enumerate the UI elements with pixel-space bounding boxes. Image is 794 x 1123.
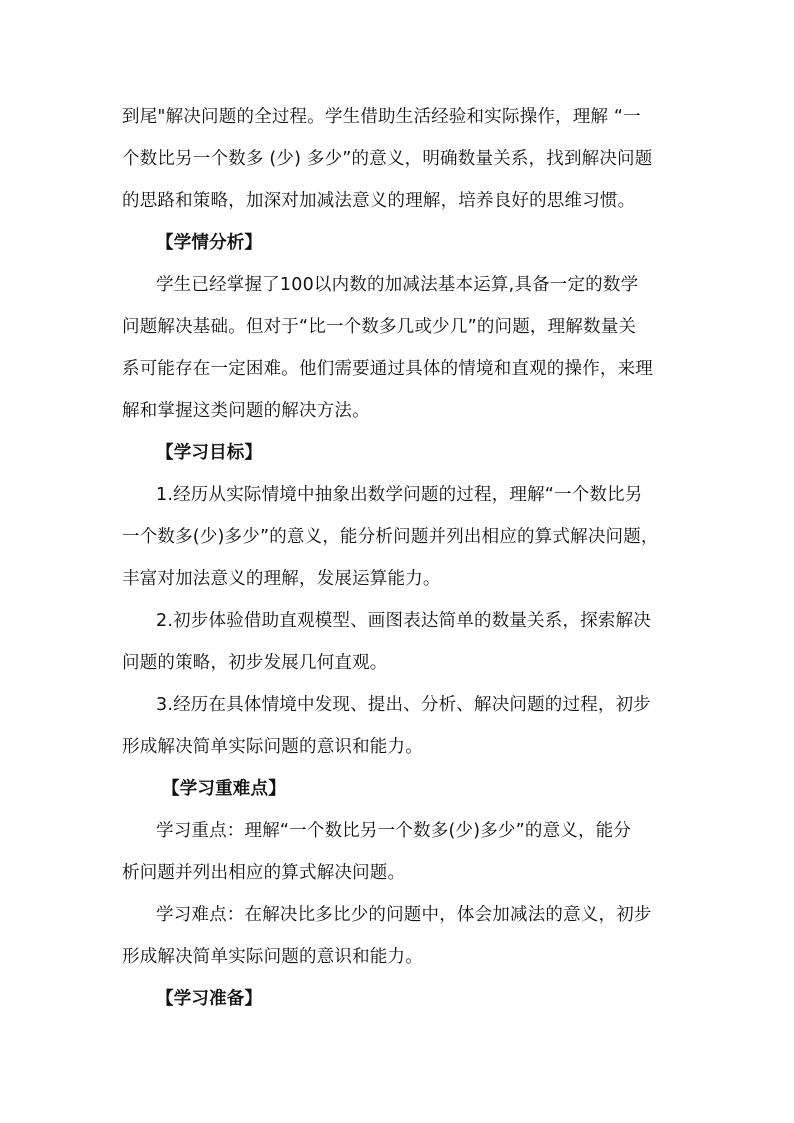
learner-analysis-line-1: 学生已经掌握了100以内数的加减法基本运算,具备一定的数学 bbox=[156, 275, 639, 295]
key-points-line-4: 形成解决简单实际问题的意识和能力。 bbox=[122, 947, 423, 967]
objective-line-3: 丰富对加法意义的理解，发展运算能力。 bbox=[122, 569, 441, 589]
learner-analysis-line-3: 系可能存在一定困难。他们需要通过具体的情境和直观的操作，来理 bbox=[122, 359, 653, 379]
intro-line-2: 个数比另一个数多 (少) 多少”的意义，明确数量关系，找到解决问题 bbox=[122, 149, 653, 169]
key-points-line-1: 学习重点：理解“一个数比另一个数多(少)多少”的意义，能分 bbox=[156, 821, 632, 841]
objective-line-1: 1.经历从实际情境中抽象出数学问题的过程，理解“一个数比另 bbox=[156, 485, 643, 505]
key-points-line-3: 学习难点：在解决比多比少的问题中，体会加减法的意义，初步 bbox=[156, 905, 652, 925]
intro-line-3: 的思路和策略，加深对加减法意义的理解，培养良好的思维习惯。 bbox=[122, 191, 636, 211]
heading-learner-analysis: 【学情分析】 bbox=[156, 233, 263, 253]
intro-line-1: 到尾"解决问题的全过程。学生借助生活经验和实际操作，理解 “一 bbox=[122, 107, 641, 127]
heading-preparation: 【学习准备】 bbox=[156, 989, 263, 1009]
objective-line-5: 问题的策略，初步发展几何直观。 bbox=[122, 653, 388, 673]
learner-analysis-line-4: 解和掌握这类问题的解决方法。 bbox=[122, 401, 370, 421]
heading-objectives: 【学习目标】 bbox=[156, 443, 263, 463]
objective-line-4: 2.初步体验借助直观模型、画图表达简单的数量关系，探索解决 bbox=[156, 611, 651, 631]
key-points-line-2: 析问题并列出相应的算式解决问题。 bbox=[122, 863, 406, 883]
heading-key-points: 【学习重难点】 bbox=[162, 779, 286, 799]
objective-line-2: 一个数多(少)多少”的意义，能分析问题并列出相应的算式解决问题， bbox=[122, 527, 659, 547]
learner-analysis-line-2: 问题解决基础。但对于“比一个数多几或少几”的问题，理解数量关 bbox=[122, 317, 637, 337]
objective-line-7: 形成解决简单实际问题的意识和能力。 bbox=[122, 737, 423, 757]
objective-line-6: 3.经历在具体情境中发现、提出、分析、解决问题的过程，初步 bbox=[156, 695, 651, 715]
